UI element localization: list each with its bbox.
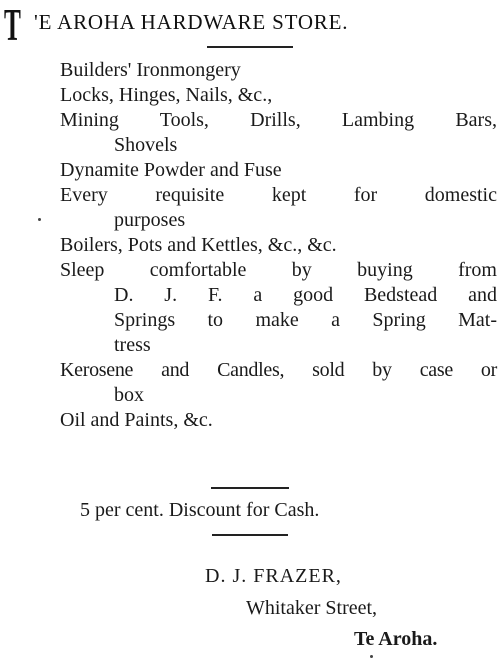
- dropcap-letter: T: [4, 0, 21, 50]
- list-item: [60, 108, 497, 158]
- item-line: Mining Tools, Drills, Lambing Bars,: [60, 109, 497, 131]
- list-item: [60, 258, 497, 358]
- item-line: Shovels: [114, 134, 178, 156]
- print-speck: [370, 655, 373, 658]
- divider-rule: [207, 46, 293, 48]
- list-item: [60, 83, 497, 108]
- item-line: Kerosene and Candles, sold by case or: [60, 359, 497, 381]
- item-line: Boilers, Pots and Kettles, &c., &c.: [60, 234, 337, 256]
- item-line: box: [114, 384, 144, 406]
- list-item: [60, 158, 497, 183]
- list-item: [60, 358, 497, 408]
- list-item: [60, 183, 497, 233]
- town-name: Te Aroha.: [354, 628, 438, 650]
- list-item: [60, 233, 497, 258]
- street-address: Whitaker Street,: [246, 597, 378, 619]
- item-line: purposes: [114, 209, 186, 231]
- list-item: [60, 58, 497, 83]
- headline: [0, 0, 501, 50]
- item-line: Locks, Hinges, Nails, &c.,: [60, 84, 273, 106]
- list-item: [60, 408, 497, 433]
- item-line: Oil and Paints, &c.: [60, 409, 213, 431]
- product-list: [60, 58, 497, 433]
- item-line: Dynamite Powder and Fuse: [60, 159, 282, 181]
- print-speck: [38, 218, 41, 221]
- item-line: Springs to make a Spring Mat-: [114, 309, 497, 331]
- item-line: D. J. F. a good Bedstead and: [114, 284, 497, 306]
- item-line: Sleep comfortable by buying from: [60, 259, 497, 281]
- divider-rule: [211, 487, 289, 489]
- store-name: 'E AROHA HARDWARE STORE.: [34, 10, 349, 34]
- divider-rule: [212, 534, 288, 536]
- item-line: Builders' Ironmongery: [60, 59, 241, 81]
- proprietor-name: D. J. FRAZER,: [205, 565, 342, 587]
- discount-notice: 5 per cent. Discount for Cash.: [80, 499, 320, 521]
- item-line: tress: [114, 334, 151, 356]
- item-line: Every requisite kept for domestic: [60, 184, 497, 206]
